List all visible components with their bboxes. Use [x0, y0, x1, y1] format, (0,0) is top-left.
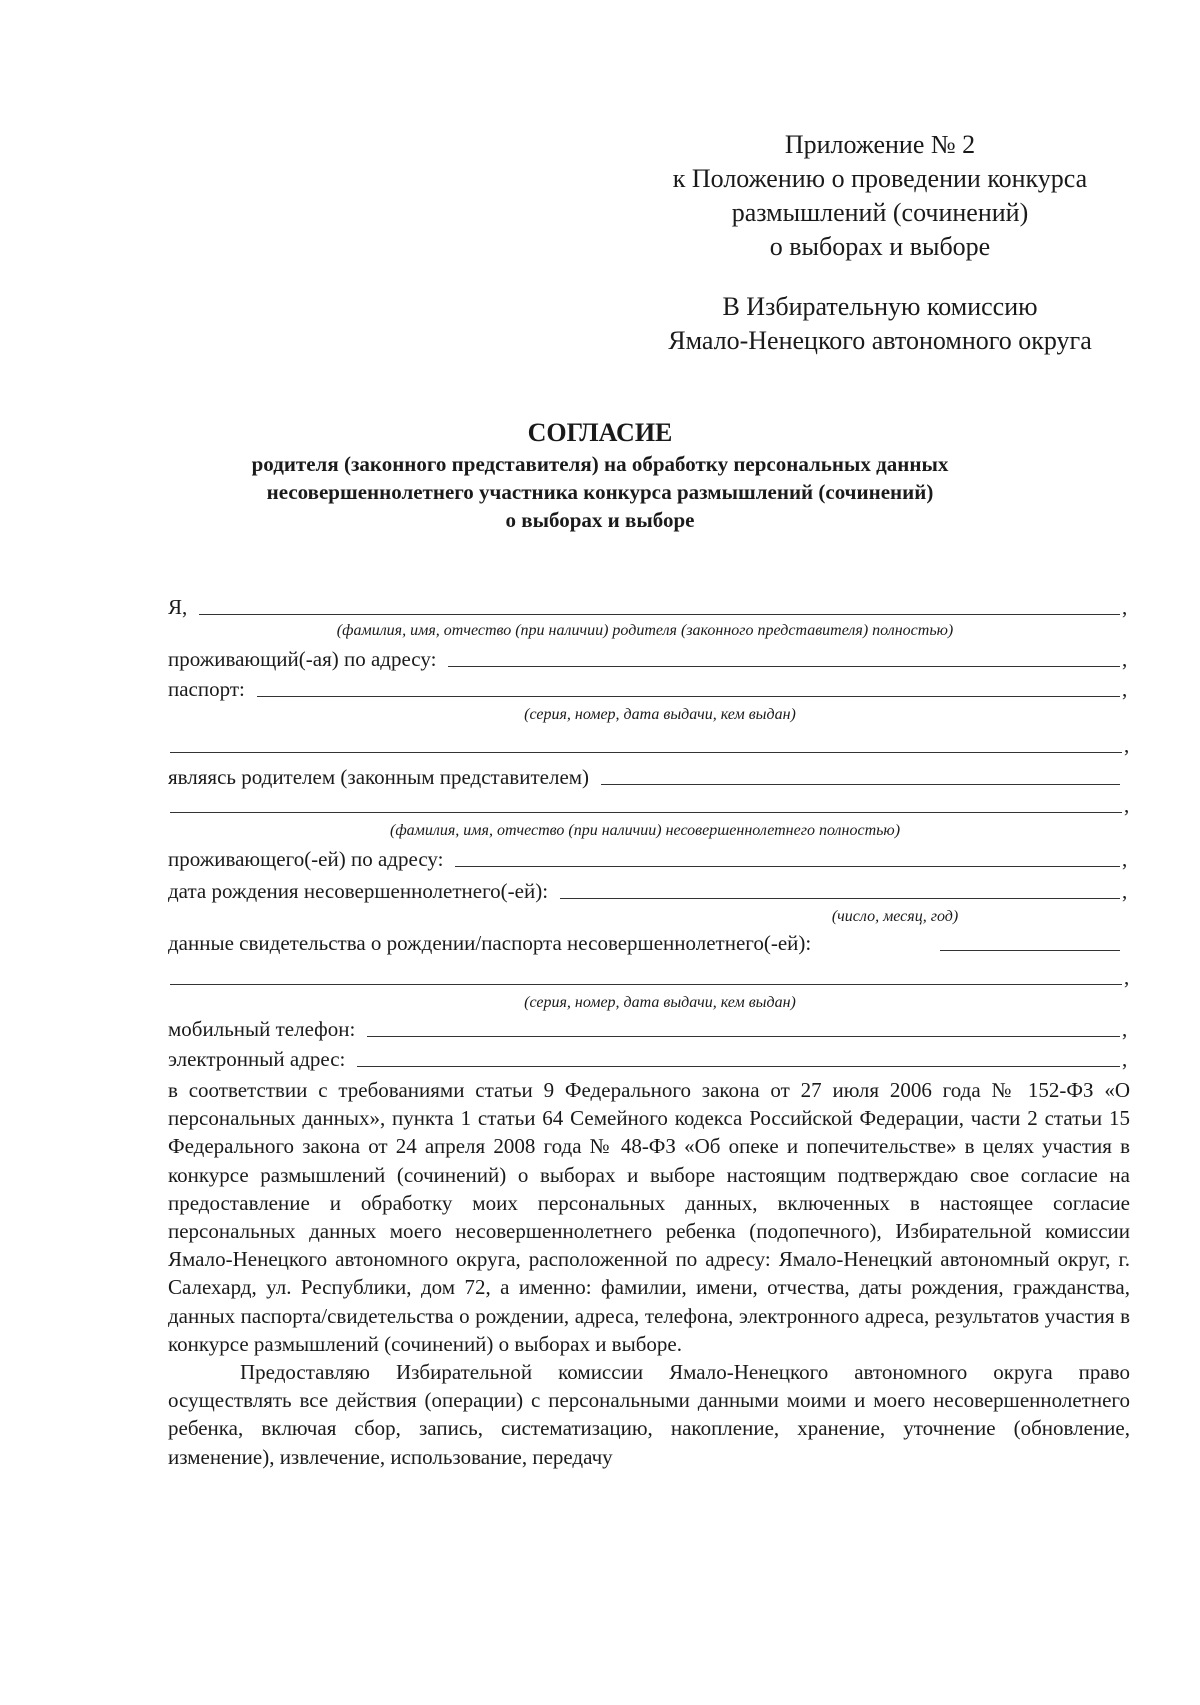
field-email [168, 1042, 1130, 1072]
document-subtitle [0, 450, 1200, 534]
hint-certificate: (серия, номер, дата выдачи, кем выдан) [524, 994, 796, 1011]
hint-parent-name: (фамилия, имя, отчество (при наличии) родителя (законного представителя) полностью) [336, 622, 954, 639]
label-email: электронный адрес: [168, 1047, 346, 1071]
label-being-parent: являясь родителем (законным представителем) [168, 765, 590, 789]
subtitle-line-1: родителя (законного представителя) на обработку персональных данных [251, 452, 949, 476]
passport-line[interactable] [257, 695, 1120, 697]
label-birth-date: дата рождения несовершеннолетнего(-ей): [168, 879, 549, 903]
parent-address-line[interactable] [448, 665, 1120, 667]
hint-birth-date: (число, месяц, год) [831, 908, 959, 925]
label-mobile: мобильный телефон: [168, 1017, 356, 1041]
comma: , [1122, 677, 1128, 701]
consent-paragraph-2: Предоставляю Избирательной комиссии Ямало-Ненецкого автономного округа право осуществлять все действия (операции) с персональными данными моими и моего несовершеннолетнего ребенка, включая сбор, запись, систематизацию, накопление, хранение, уточнение (обновление, изменение), извлечение, использование, передачу [168, 1360, 1130, 1469]
birth-date-line[interactable] [560, 897, 1120, 899]
field-certificate-continued [170, 960, 1132, 990]
field-minor-address [168, 842, 1130, 872]
hint-minor-name: (фамилия, имя, отчество (при наличии) несовершеннолетнего полностью) [389, 822, 901, 839]
comma: , [1124, 793, 1130, 817]
minor-address-line[interactable] [455, 865, 1120, 867]
annex-header [640, 128, 1120, 264]
comma: , [1124, 733, 1130, 757]
field-passport [168, 672, 1130, 702]
label-parent-address: проживающий(-ая) по адресу: [168, 647, 437, 671]
comma: , [1122, 647, 1128, 671]
document-title: СОГЛАСИЕ [527, 418, 673, 447]
field-mobile [168, 1012, 1130, 1042]
email-line[interactable] [357, 1065, 1120, 1067]
subtitle-line-3: о выборах и выборе [505, 508, 695, 532]
consent-body [168, 1076, 1130, 1471]
addressee-line-1: В Избирательную комиссию [722, 292, 1038, 321]
passport-continued-line[interactable] [170, 751, 1122, 753]
comma: , [1122, 1047, 1128, 1071]
label-certificate: данные свидетельства о рождении/паспорта несовершеннолетнего(-ей): [168, 931, 812, 955]
field-being-parent [168, 760, 1130, 790]
label-ya: Я, [168, 595, 188, 619]
comma: , [1122, 847, 1128, 871]
addressee-line-2: Ямало-Ненецкого автономного округа [668, 326, 1092, 355]
hint-passport: (серия, номер, дата выдачи, кем выдан) [524, 706, 796, 723]
comma: , [1122, 879, 1128, 903]
minor-name-line[interactable] [170, 811, 1122, 813]
being-parent-line[interactable] [601, 783, 1120, 785]
field-parent-name [168, 590, 1130, 620]
field-passport-continued [170, 728, 1132, 758]
comma: , [1122, 1017, 1128, 1041]
annex-line-3: размышлений (сочинений) [731, 198, 1029, 227]
addressee-block [640, 290, 1120, 358]
field-parent-address [168, 642, 1130, 672]
certificate-line[interactable] [940, 949, 1120, 951]
annex-line-4: о выборах и выборе [769, 232, 991, 261]
field-certificate [168, 926, 1130, 956]
comma: , [1122, 595, 1128, 619]
label-passport: паспорт: [168, 677, 245, 701]
parent-name-line[interactable] [199, 613, 1120, 615]
consent-paragraph-1: в соответствии с требованиями статьи 9 Федерального закона от 27 июля 2006 года № 152-ФЗ «О персональных данных», пункта 1 статьи 64 Семейного кодекса Российской Федерации, части 2 статьи 15 Федерального закона от 24 апреля 2008 года № 48-ФЗ «Об опеке и попечительстве» в целях участия в конкурсе размышлений (сочинений) о выборах и выборе настоящим подтверждаю свое согласие на предоставление и обработку моих персональных данных, включенных в настоящее согласие персональных данных моего несовершеннолетнего ребенка (подопечного), Избирательной комиссии Ямало-Ненецкого автономного округа, расположенной по адресу: Ямало-Ненецкий автономный округ, г. Салехард, ул. Республики, дом 72, а именно: фамилии, имени, отчества, даты рождения, гражданства, данных паспорта/свидетельства о рождении, адреса, телефона, электронного адреса, результатов участия в конкурсе размышлений (сочинений) о выборах и выборе. [168, 1078, 1130, 1356]
field-minor-name [170, 788, 1132, 818]
comma: , [1124, 965, 1130, 989]
certificate-continued-line[interactable] [170, 983, 1122, 985]
annex-line-1: Приложение № 2 [784, 130, 976, 159]
label-minor-address: проживающего(-ей) по адресу: [168, 847, 444, 871]
subtitle-line-2: несовершеннолетнего участника конкурса размышлений (сочинений) [266, 480, 934, 504]
field-birth-date [168, 874, 1130, 904]
mobile-line[interactable] [367, 1035, 1120, 1037]
annex-line-2: к Положению о проведении конкурса [672, 164, 1088, 193]
